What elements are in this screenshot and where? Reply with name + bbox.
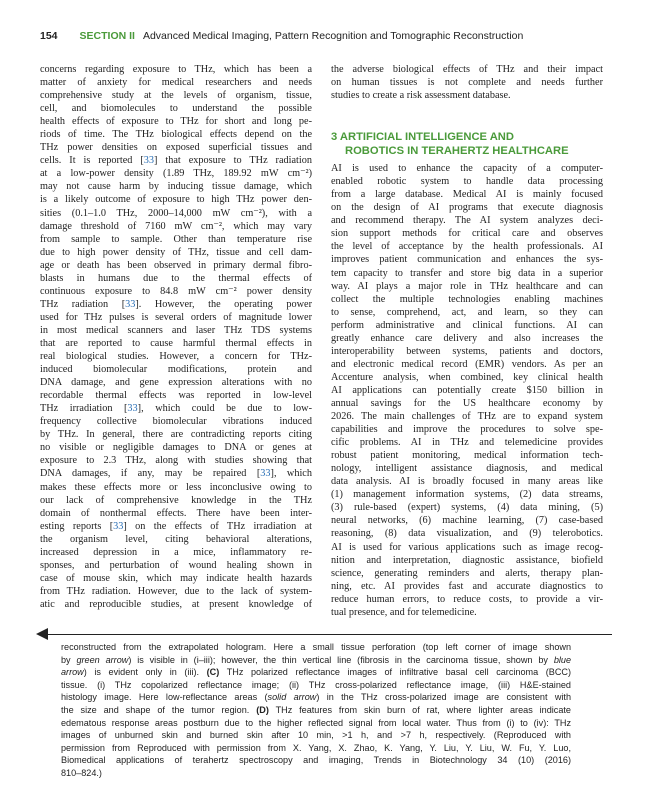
caption-divider [40,634,612,635]
text-line: cell, and biomolecules to understand the possible [40,103,312,115]
text-line: nition and interpretation, diagnostic assistance, biofield [331,554,603,566]
text-line: ning, etc. AI provides fast and accurate diagnostics to [331,580,603,592]
text-line: that are reported to cause harmful thermal effects in [40,337,312,349]
text-line: THz irradiation [33], which could be due to low- [40,403,312,415]
text-line: due to high power density of THz, tissue and cell dam- [40,246,312,258]
text-line: and recommend therapy. The AI system analyzes deci- [331,215,603,227]
text-line: increased depression in a mice, inflammatory re- [40,546,312,558]
text-line: concerns regarding exposure to THz, which has been a [40,64,312,75]
text-line: enabled robotic system to handle data processing [331,176,603,188]
text-line: makes these effects more or less inconclusive owing to [40,481,312,493]
text-line: improves patient communication and enhances the sys- [331,254,603,266]
text-line: on human tissues is not complete and needs further [331,77,603,89]
text-line: robust patient monitoring, medical information tech- [331,450,603,462]
text-line: blasts in humans due to the thermal effects of [40,272,312,284]
caption-line: 810–824.) [61,767,102,778]
text-line: (1) management information systems, (2) data streams, [331,489,603,501]
text-line: from sample to sample. Other than temperature rise [40,233,312,245]
text-line: data analysis. AI is broadly focused in many areas like [331,476,603,488]
citation-link[interactable]: 33 [125,298,136,310]
caption-line: permission from Reproduced with permission from X. Yang, X. Zhao, K. Yang, Y. Liu, Y. Liu, W. Fu, Y. Luo, [61,742,571,753]
text-line: is a likely outcome of exposure to high THz power den- [40,194,312,206]
left-column [40,63,312,611]
text-line: capabilities and improve the procedures to solve spe- [331,424,603,436]
text-line: case of mouse skin, which may indicate health hazards [40,572,312,584]
text-line: cells. It is reported [33] that exposure to THz radiation [40,155,312,167]
text-line: reasoning, (8) data visualization, and (9) telerobotics. [331,528,603,540]
section-heading [331,131,603,158]
caption-line: tissue. (i) THz copolarized reflectance image; (ii) THz cross-polarized reflectance image, (iii) H&E-stained [61,679,571,690]
page-number: 154 [40,30,58,42]
text-line: greatly enhance care delivery and also increases the [331,332,603,344]
text-line: THz radiation [33]. However, the operating power [40,298,312,310]
text-line: (3) rule-based (expert) systems, (4) data mining, (5) [331,502,603,514]
text-line: AI is used to enhance the capacity of a computer- [331,163,603,175]
text-line: annual savings for the US healthcare economy by [331,397,603,409]
right-column [331,63,603,619]
caption-line: Biomedical applications of terahertz spectroscopy and imaging, Trends in Biotechnology 34 (10) (2016) [61,755,571,766]
section-title: Advanced Medical Imaging, Pattern Recognition and Tomographic Reconstruction [142,30,524,42]
text-line: from THz radiation. However, due to the lack of system- [40,585,312,597]
text-line: perform administrative and clinical functions. AI can [331,319,603,331]
text-line: exposure to 2.3 THz, along with studies showing that [40,455,312,467]
text-line: age or death has been observed in primary dermal fibro- [40,259,312,271]
text-line: reduce human errors, to reduce costs, to provide a vir- [331,593,603,605]
text-line: collect the multiple technologies enabling machines [331,293,603,305]
text-line: from a large database. Medical AI is mainly focused [331,189,603,201]
caption-line: the size and shape of the tumor region. (D) THz features from skin burn of rat, where lighter areas indicate [61,704,571,715]
text-line: frequency collective biomolecular vibrations induced [40,416,312,428]
citation-link[interactable]: 33 [127,403,138,415]
text-line: no visible or negligible damages to DNA or genes at [40,442,312,454]
caption-line: arrow) is evident only in (iii). (C) THz polarized reflectance images of infiltrative basal cell carcinoma (BCC) [61,667,571,678]
text-line: and electronic medical record (EMR) vendors. As per an [331,358,603,370]
text-line: esting reports [33] on the effects of THz irradiation at [40,520,312,532]
text-line: studies to create a risk assessment database. [331,90,511,102]
text-line: 2026. The main challenges of THz are to expand system [331,411,603,423]
caption-line: histology image. Here low-reflectance areas (solid arrow) in the THz cross-polarized image are consistent with [61,692,571,703]
text-line: used for THz pulses is several orders of magnitude lower [40,311,312,323]
text-line: in most medical scanners and laser THz TDS systems [40,324,312,336]
citation-link[interactable]: 33 [143,155,155,167]
text-line: sion support methods for critical care and observes [331,228,603,240]
citation-link[interactable]: 33 [260,468,271,480]
caption-line: by green arrow) is visible in (i–iii); however, the thin vertical line (fibrosis in the carcinoma tissue, shown by blue [61,654,571,665]
text-line: the level of acceptance by the health professionals. AI [331,241,603,253]
text-line: sponses, and perturbation of wound healing shown in [40,559,312,571]
text-line: to sense, comprehend, act, and learn, so they can [331,306,603,318]
text-line: our lack of comprehensive knowledge in the THz [40,494,312,506]
text-line: atic and reproducible studies, at present knowledge of [40,598,312,610]
text-line: interoperability between systems, patients and doctors, [331,345,603,357]
caption-line: edematous response areas postburn due to the higher reflected signal from local water. Thus from (i) to (iv): THz [61,717,571,728]
text-line: the organism level, citing behavioral alterations, [40,533,312,545]
ai-section-paragraph [331,162,603,619]
text-line: nology, intelligent assistance diagnosis, and medical [331,463,603,475]
text-line: recordable thermal effects was reported in low-level [40,390,312,402]
text-line: real biological studies. However, a concern for THz- [40,351,312,363]
text-line: sities (0.1–1.0 THz, 2000–14,000 mW cm⁻²), with a [40,207,312,219]
text-line: continuous exposure to 84.8 mW cm⁻² power density [40,285,312,297]
text-line: induced biomolecular modifications, protein and [40,364,312,376]
text-line: damage threshold of 7160 mW cm⁻², which may vary [40,220,312,232]
running-header [40,30,610,46]
text-line: may not cause harm by inducing tissue damage, which [40,181,312,193]
text-line: at a low-power density (1.89 THz, 189.92 mW cm⁻²) [40,168,312,180]
caption-line: images of unburned skin and burned skin after 10 min, >1 h, and >7 h, respectively. (Reproduced with [61,730,571,741]
text-line: AI is used for various applications such as image recog- [331,541,603,553]
text-line: comprehensive study at the levels of organism, tissue, [40,90,312,102]
text-line: tem capacity to transfer and store big data in a superior [331,267,603,279]
text-line: tual presence, and for telemedicine. [331,606,477,618]
figure-caption [61,641,571,780]
text-line: by THz. In general, there are contradicting reports citing [40,429,312,441]
text-line: science, generating reminders and alerts, therapy plan- [331,567,603,579]
citation-link[interactable]: 33 [113,520,124,532]
text-line: DNA damage, and gene expression alterations with no [40,377,312,389]
text-line: THz power densities on exposed superficial tissues and [40,142,312,154]
text-line: Accenture analysis, when combined, key clinical health [331,371,603,383]
text-line: matter of anxiety for medical researchers and needs [40,77,312,89]
text-line: the adverse biological effects of THz and their impact [331,64,603,75]
section-heading-line2: ROBOTICS IN TERAHERTZ HEALTHCARE [345,144,569,157]
section-heading-line1: 3 ARTIFICIAL INTELLIGENCE AND [331,131,514,144]
text-line: AI applications can potentially create $150 billion in [331,384,603,396]
text-line: cific problems. AI in THz and telemedicine provides [331,437,603,449]
text-line: riods of time. The THz biological effects depend on the [40,129,312,141]
caption-line: reconstructed from the extrapolated hologram. Here a small tissue perforation (top left corner of image shown [61,642,571,652]
text-line: way. AI plays a major role in THz healthcare and can [331,280,603,292]
right-intro-paragraph [331,63,603,102]
text-line: health effects of exposure to THz for short and long pe- [40,116,312,128]
text-line: neural networks, (6) machine learning, (7) case-based [331,515,603,527]
section-label: SECTION II [79,30,135,42]
text-line: DNA damages, if any, may be repaired [33], which [40,468,312,480]
text-line: domain of nonthermal effects. There have been inter- [40,507,312,519]
text-line: on the design of AI programs that execute diagnosis [331,202,603,214]
